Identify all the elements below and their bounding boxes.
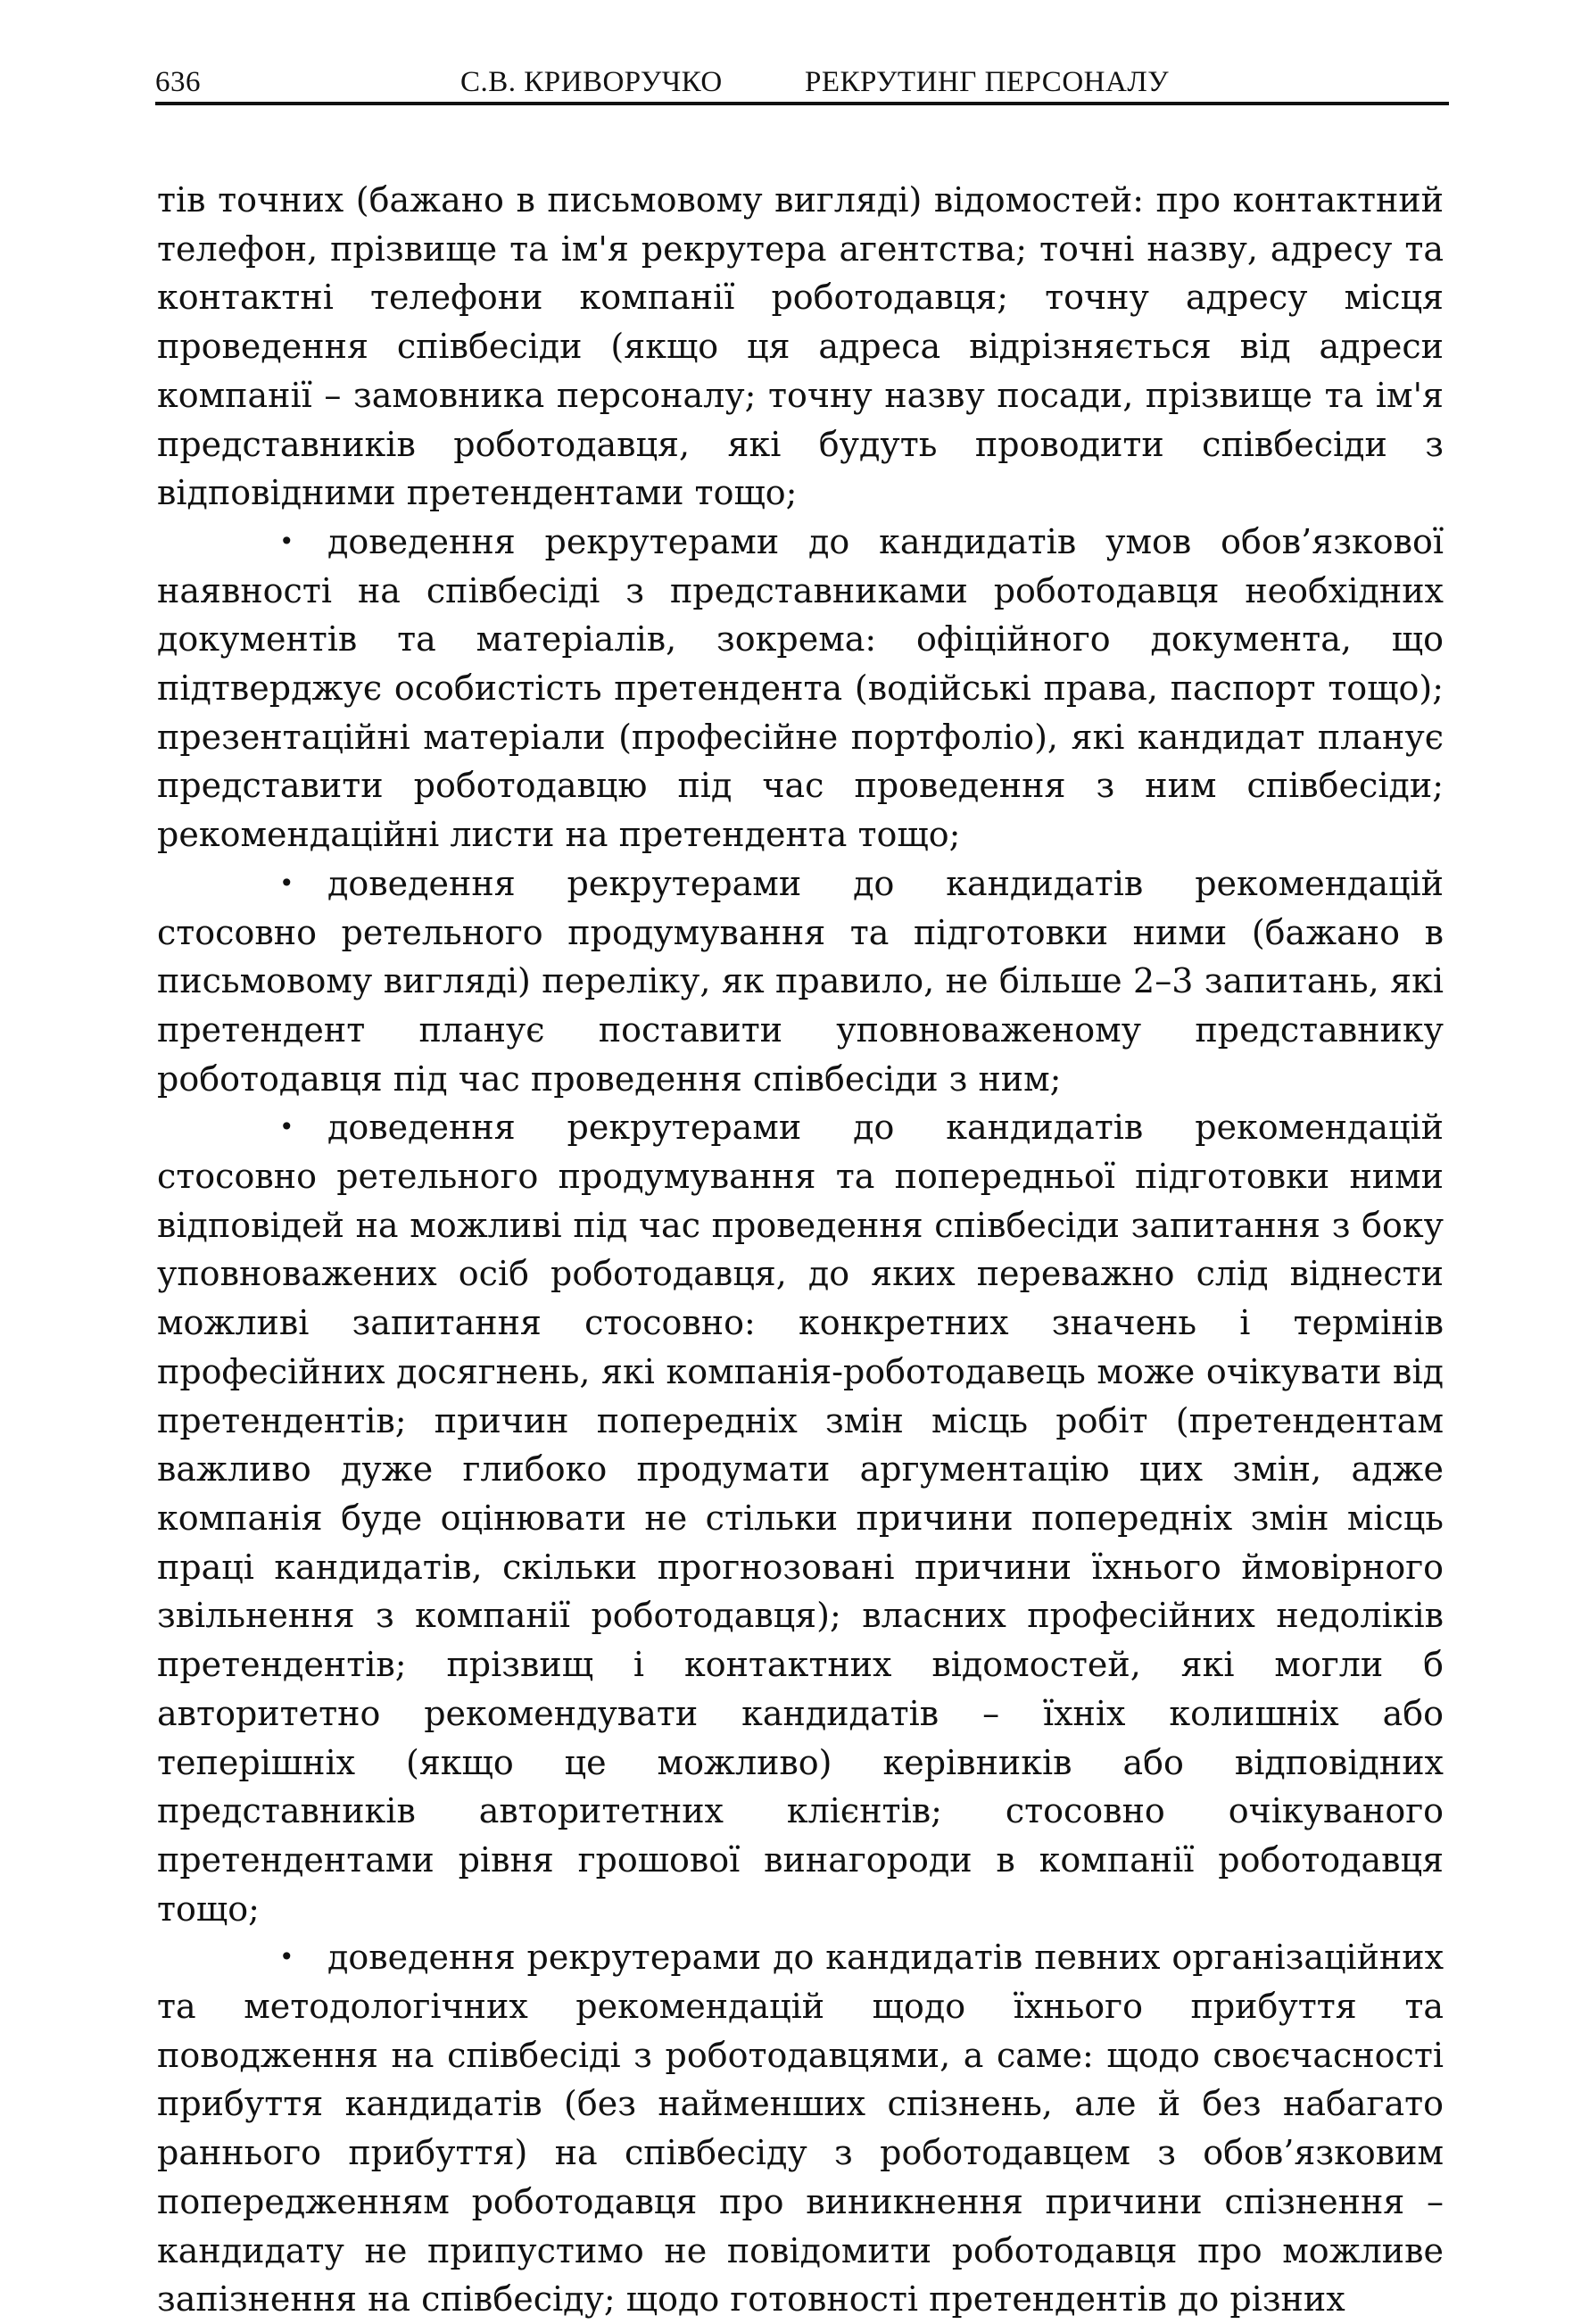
page-body xyxy=(157,176,1444,2324)
running-header-title: РЕКРУТИНГ ПЕРСОНАЛУ xyxy=(805,66,1170,98)
bullet-text-3: доведення рекрутерами до кандидатів рекомендацій стосовно ретельного продумування та попередньої підготовки ними відповідей на можливі під час проведення співбесіди запитання з боку уповноважених осіб роботодавця, до яких переважно слід віднести можливі запитання стосовно: конкретних значень і термінів професійних досягнень, які компанія-роботодавець може очікувати від претендентів; причин попередніх змін місць робіт (претендентам важливо дуже глибоко продумати аргументацію цих змін, адже компанія буде оцінювати не стільки причини попередніх змін місць праці кандидатів, скільки прогнозовані причини їхнього ймовірного звільнення з компанії роботодавця); власних професійних недоліків претендентів; прізвищ і контактних відомостей, які могли б авторитетно рекомендувати кандидатів – їхніх колишніх або теперішніх (якщо це можливо) керівників або відповідних представників авторитетних клієнтів; стосовно очікуваного претендентами рівня грошової винагороди в компанії роботодавця тощо; xyxy=(157,1108,1444,1929)
bullet-paragraph-4 xyxy=(157,1933,1444,2324)
bullet-paragraph-3 xyxy=(157,1103,1444,1933)
running-header-author: С.В. КРИВОРУЧКО xyxy=(460,66,723,98)
bullet-paragraph-1 xyxy=(157,518,1444,859)
bullet-text-2: доведення рекрутерами до кандидатів рекомендацій стосовно ретельного продумування та підготовки ними (бажано в письмовому вигляді) переліку, як правило, не більше 2–3 запитань, які претендент планує поставити уповноваженому представнику роботодавця під час проведення співбесіди з ним; xyxy=(157,863,1444,1099)
bullet-text-1: доведення рекрутерами до кандидатів умов обов’язкової наявності на співбесіді з представниками роботодавця необхідних документів та матеріалів, зокрема: офіційного документа, що підтверджує особистість претендента (водійські права, паспорт тощо); презентаційні матеріали (професійне портфоліо), які кандидат планує представити роботодавцю під час проведення з ним співбесіди; рекомендаційні листи на претендента тощо; xyxy=(157,521,1444,855)
bullet-icon: • xyxy=(279,526,294,556)
continued-paragraph: тів точних (бажано в письмовому вигляді) відомостей: про контактний телефон, прізвище та ім'я рекрутера агентства; точні назву, адресу та контактні телефони компанії роботодавця; точну адресу місця проведення співбесіди (якщо ця адреса відрізняється від адреси компанії – замовника персоналу; точну назву посади, прізвище та ім'я представників роботодавця, які будуть проводити співбесіди з відповідними претендентами тощо; xyxy=(157,180,1444,513)
bullet-icon: • xyxy=(279,867,294,898)
page-header xyxy=(155,62,1449,105)
bullet-text-4: доведення рекрутерами до кандидатів певних організаційних та методологічних рекомендацій щодо їхнього прибуття та поводження на співбесіді з роботодавцями, а саме: щодо своєчасності прибуття кандидатів (без найменших спізнень, але й без набагато раннього прибуття) на співбесіду з роботодавцем з обов’язковим попередженням роботодавця про виникнення причини спізнення – кандидату не припустимо не повідомити роботодавця про можливе запізнення на співбесіду; щодо готовності претендентів до різних xyxy=(157,1938,1444,2320)
bullet-paragraph-2 xyxy=(157,859,1444,1104)
bullet-icon: • xyxy=(279,1942,294,1972)
bullet-icon: • xyxy=(279,1112,294,1142)
page-number: 636 xyxy=(155,66,201,98)
